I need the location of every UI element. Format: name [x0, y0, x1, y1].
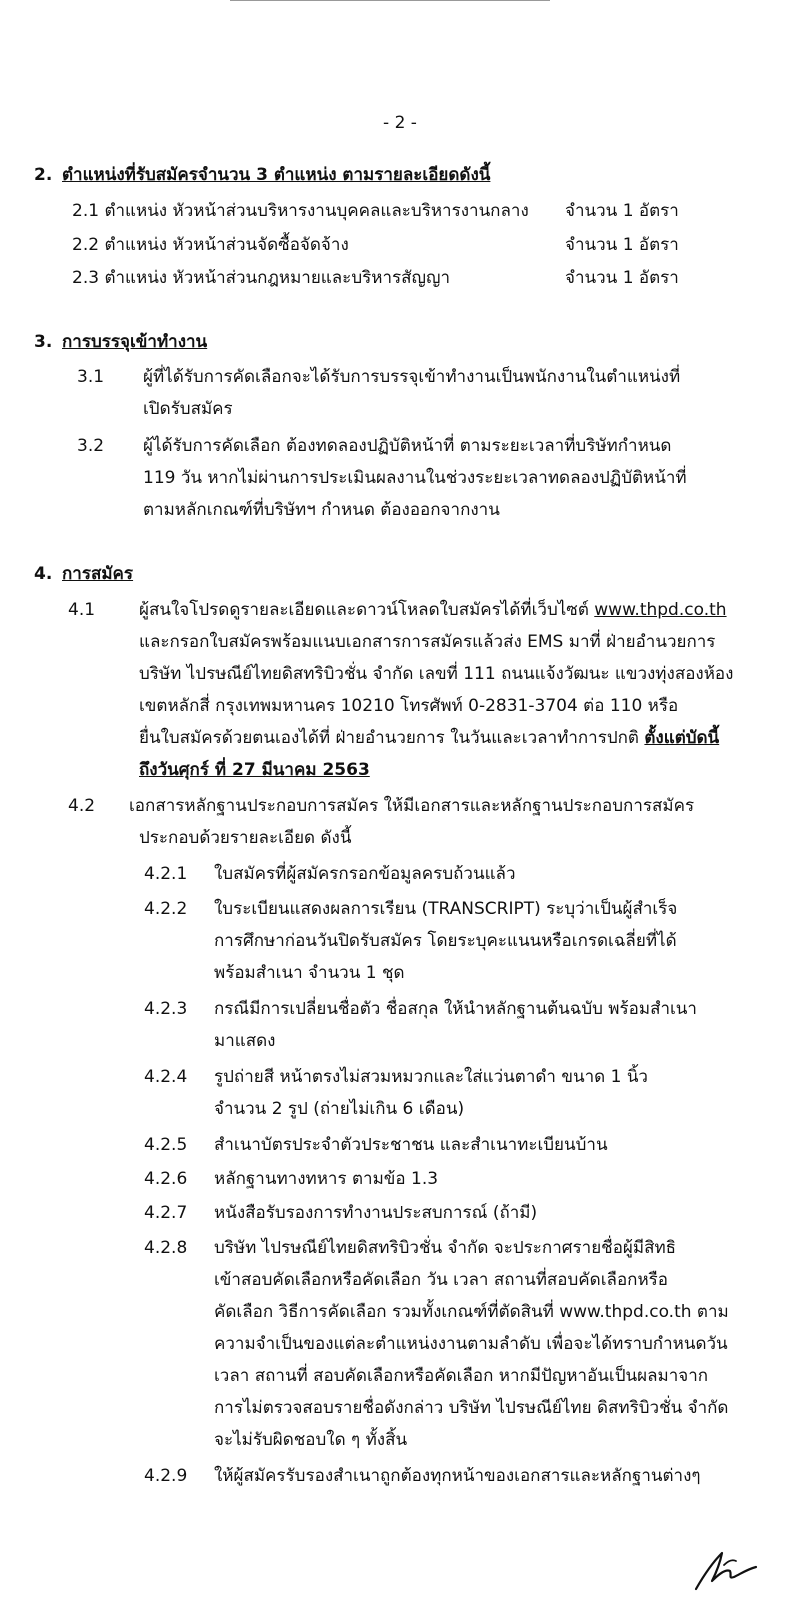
section3-number: 3. [34, 332, 53, 352]
subitem-number: 4.2.5 [144, 1135, 188, 1155]
subitem-line: การศึกษาก่อนวันปิดรับสมัคร โดยระบุคะแนนหรือเกรดเฉลี่ยที่ได้ [214, 931, 677, 951]
item-4-1-text: ผู้สนใจโปรดดูรายละเอียดและดาวน์โหลดใบสมัครได้ที่เว็บไซต์ [139, 600, 595, 620]
subitem-line: ความจำเป็นของแต่ละตำแหน่งงานตามลำดับ เพื่อจะได้ทราบกำหนดวัน [214, 1334, 728, 1354]
position-2-3-label: 2.3 ตำแหน่ง หัวหน้าส่วนกฎหมายและบริหารสัญญา [72, 268, 451, 288]
signature-mark [690, 1545, 760, 1593]
subitem-number: 4.2.6 [144, 1169, 188, 1189]
website-link[interactable]: www.thpd.co.th [594, 600, 727, 620]
subitem-line: จำนวน 2 รูป (ถ่ายไม่เกิน 6 เดือน) [214, 1099, 465, 1119]
subitem-line: รูปถ่ายสี หน้าตรงไม่สวมหมวกและใส่แว่นตาดำ ขนาด 1 นิ้ว [214, 1067, 648, 1087]
subitem-number: 4.2.4 [144, 1067, 188, 1087]
deadline-date: ถึงวันศุกร์ ที่ 27 มีนาคม 2563 [139, 760, 370, 780]
item-4-1-line [139, 727, 719, 749]
section2-number: 2. [34, 165, 53, 185]
subitem-line: พร้อมสำเนา จำนวน 1 ชุด [214, 963, 405, 983]
deadline-start: ตั้งแต่บัดนี้ [644, 728, 720, 748]
item-4-1-text: ยื่นใบสมัครด้วยตนเองได้ที่ ฝ่ายอำนวยการ ในวันและเวลาทำการปกติ [139, 728, 645, 748]
item-3-1-line: เปิดรับสมัคร [143, 399, 233, 419]
position-2-1-label: 2.1 ตำแหน่ง หัวหน้าส่วนบริหารงานบุคคลและบริหารงานกลาง [72, 201, 529, 221]
position-2-1-count: จำนวน 1 อัตรา [565, 201, 679, 221]
subitem-line: การไม่ตรวจสอบรายชื่อดังกล่าว บริษัท ไปรษณีย์ไทย ดิสทริบิวชั่น จำกัด [214, 1398, 729, 1418]
subitem-line: ใบระเบียนแสดงผลการเรียน (TRANSCRIPT) ระบุว่าเป็นผู้สำเร็จ [214, 899, 678, 919]
subitem-number: 4.2.3 [144, 999, 188, 1019]
item-4-1-line [139, 599, 727, 621]
item-3-2-line: 119 วัน หากไม่ผ่านการประเมินผลงานในช่วงระยะเวลาทดลองปฏิบัติหน้าที่ [143, 468, 687, 488]
item-3-2-line: ตามหลักเกณฑ์ที่บริษัทฯ กำหนด ต้องออกจากงาน [143, 500, 500, 520]
item-3-2-line: ผู้ได้รับการคัดเลือก ต้องทดลองปฏิบัติหน้าที่ ตามระยะเวลาที่บริษัทกำหนด [143, 436, 672, 456]
item-4-1-line: เขตหลักสี่ กรุงเทพมหานคร 10210 โทรศัพท์ 0-2831-3704 ต่อ 110 หรือ [139, 696, 679, 716]
subitem-line: จะไม่รับผิดชอบใด ๆ ทั้งสิ้น [214, 1430, 408, 1450]
item-4-2-line: ประกอบด้วยรายละเอียด ดังนี้ [139, 828, 352, 848]
item-3-1-line: ผู้ที่ได้รับการคัดเลือกจะได้รับการบรรจุเข้าทำงานเป็นพนักงานในตำแหน่งที่ [143, 367, 681, 387]
subitem-line: กรณีมีการเปลี่ยนชื่อตัว ชื่อสกุล ให้นำหลักฐานต้นฉบับ พร้อมสำเนา [214, 999, 697, 1019]
subitem-line: เวลา สถานที่ สอบคัดเลือกหรือคัดเลือก หากมีปัญหาอันเป็นผลมาจาก [214, 1366, 709, 1386]
item-4-2-number: 4.2 [68, 796, 96, 816]
item-4-1-line: บริษัท ไปรษณีย์ไทยดิสทริบิวชั่น จำกัด เลขที่ 111 ถนนแจ้งวัฒนะ แขวงทุ่งสองห้อง [139, 664, 734, 684]
item-4-1-line: และกรอกใบสมัครพร้อมแนบเอกสารการสมัครแล้วส่ง EMS มาที่ ฝ่ายอำนวยการ [139, 632, 716, 652]
subitem-line: หนังสือรับรองการทำงานประสบการณ์ (ถ้ามี) [214, 1203, 538, 1223]
subitem-number: 4.2.2 [144, 899, 188, 919]
subitem-line: บริษัท ไปรษณีย์ไทยดิสทริบิวชั่น จำกัด จะประกาศรายชื่อผู้มีสิทธิ [214, 1238, 677, 1258]
subitem-line: หลักฐานทางทหาร ตามข้อ 1.3 [214, 1169, 439, 1189]
section4-heading: การสมัคร [62, 564, 134, 584]
subitem-line: ใบสมัครที่ผู้สมัครกรอกข้อมูลครบถ้วนแล้ว [214, 864, 516, 884]
section3-heading: การบรรจุเข้าทำงาน [62, 332, 208, 352]
section2-heading: ตำแหน่งที่รับสมัครจำนวน 3 ตำแหน่ง ตามรายละเอียดดังนี้ [62, 165, 491, 185]
item-4-1-number: 4.1 [68, 600, 96, 620]
subitem-line: ให้ผู้สมัครรับรองสำเนาถูกต้องทุกหน้าของเอกสารและหลักฐานต่างๆ [214, 1466, 701, 1486]
position-2-2-label: 2.2 ตำแหน่ง หัวหน้าส่วนจัดซื้อจัดจ้าง [72, 235, 349, 255]
top-rule [230, 0, 550, 1]
subitem-line: สำเนาบัตรประจำตัวประชาชน และสำเนาทะเบียนบ้าน [214, 1135, 608, 1155]
item-3-1-number: 3.1 [77, 367, 105, 387]
section4-number: 4. [34, 564, 53, 584]
subitem-number: 4.2.7 [144, 1203, 188, 1223]
subitem-number: 4.2.1 [144, 864, 188, 884]
position-2-3-count: จำนวน 1 อัตรา [565, 268, 679, 288]
subitem-line: มาแสดง [214, 1031, 276, 1051]
item-4-2-line: เอกสารหลักฐานประกอบการสมัคร ให้มีเอกสารและหลักฐานประกอบการสมัคร [129, 796, 695, 816]
page-number: - 2 - [383, 113, 417, 133]
item-3-2-number: 3.2 [77, 436, 105, 456]
subitem-number: 4.2.8 [144, 1238, 188, 1258]
position-2-2-count: จำนวน 1 อัตรา [565, 235, 679, 255]
subitem-line: เข้าสอบคัดเลือกหรือคัดเลือก วัน เวลา สถานที่สอบคัดเลือกหรือ [214, 1270, 668, 1290]
subitem-line: คัดเลือก วิธีการคัดเลือก รวมทั้งเกณฑ์ที่ตัดสินที่ www.thpd.co.th ตาม [214, 1302, 729, 1322]
subitem-number: 4.2.9 [144, 1466, 188, 1486]
